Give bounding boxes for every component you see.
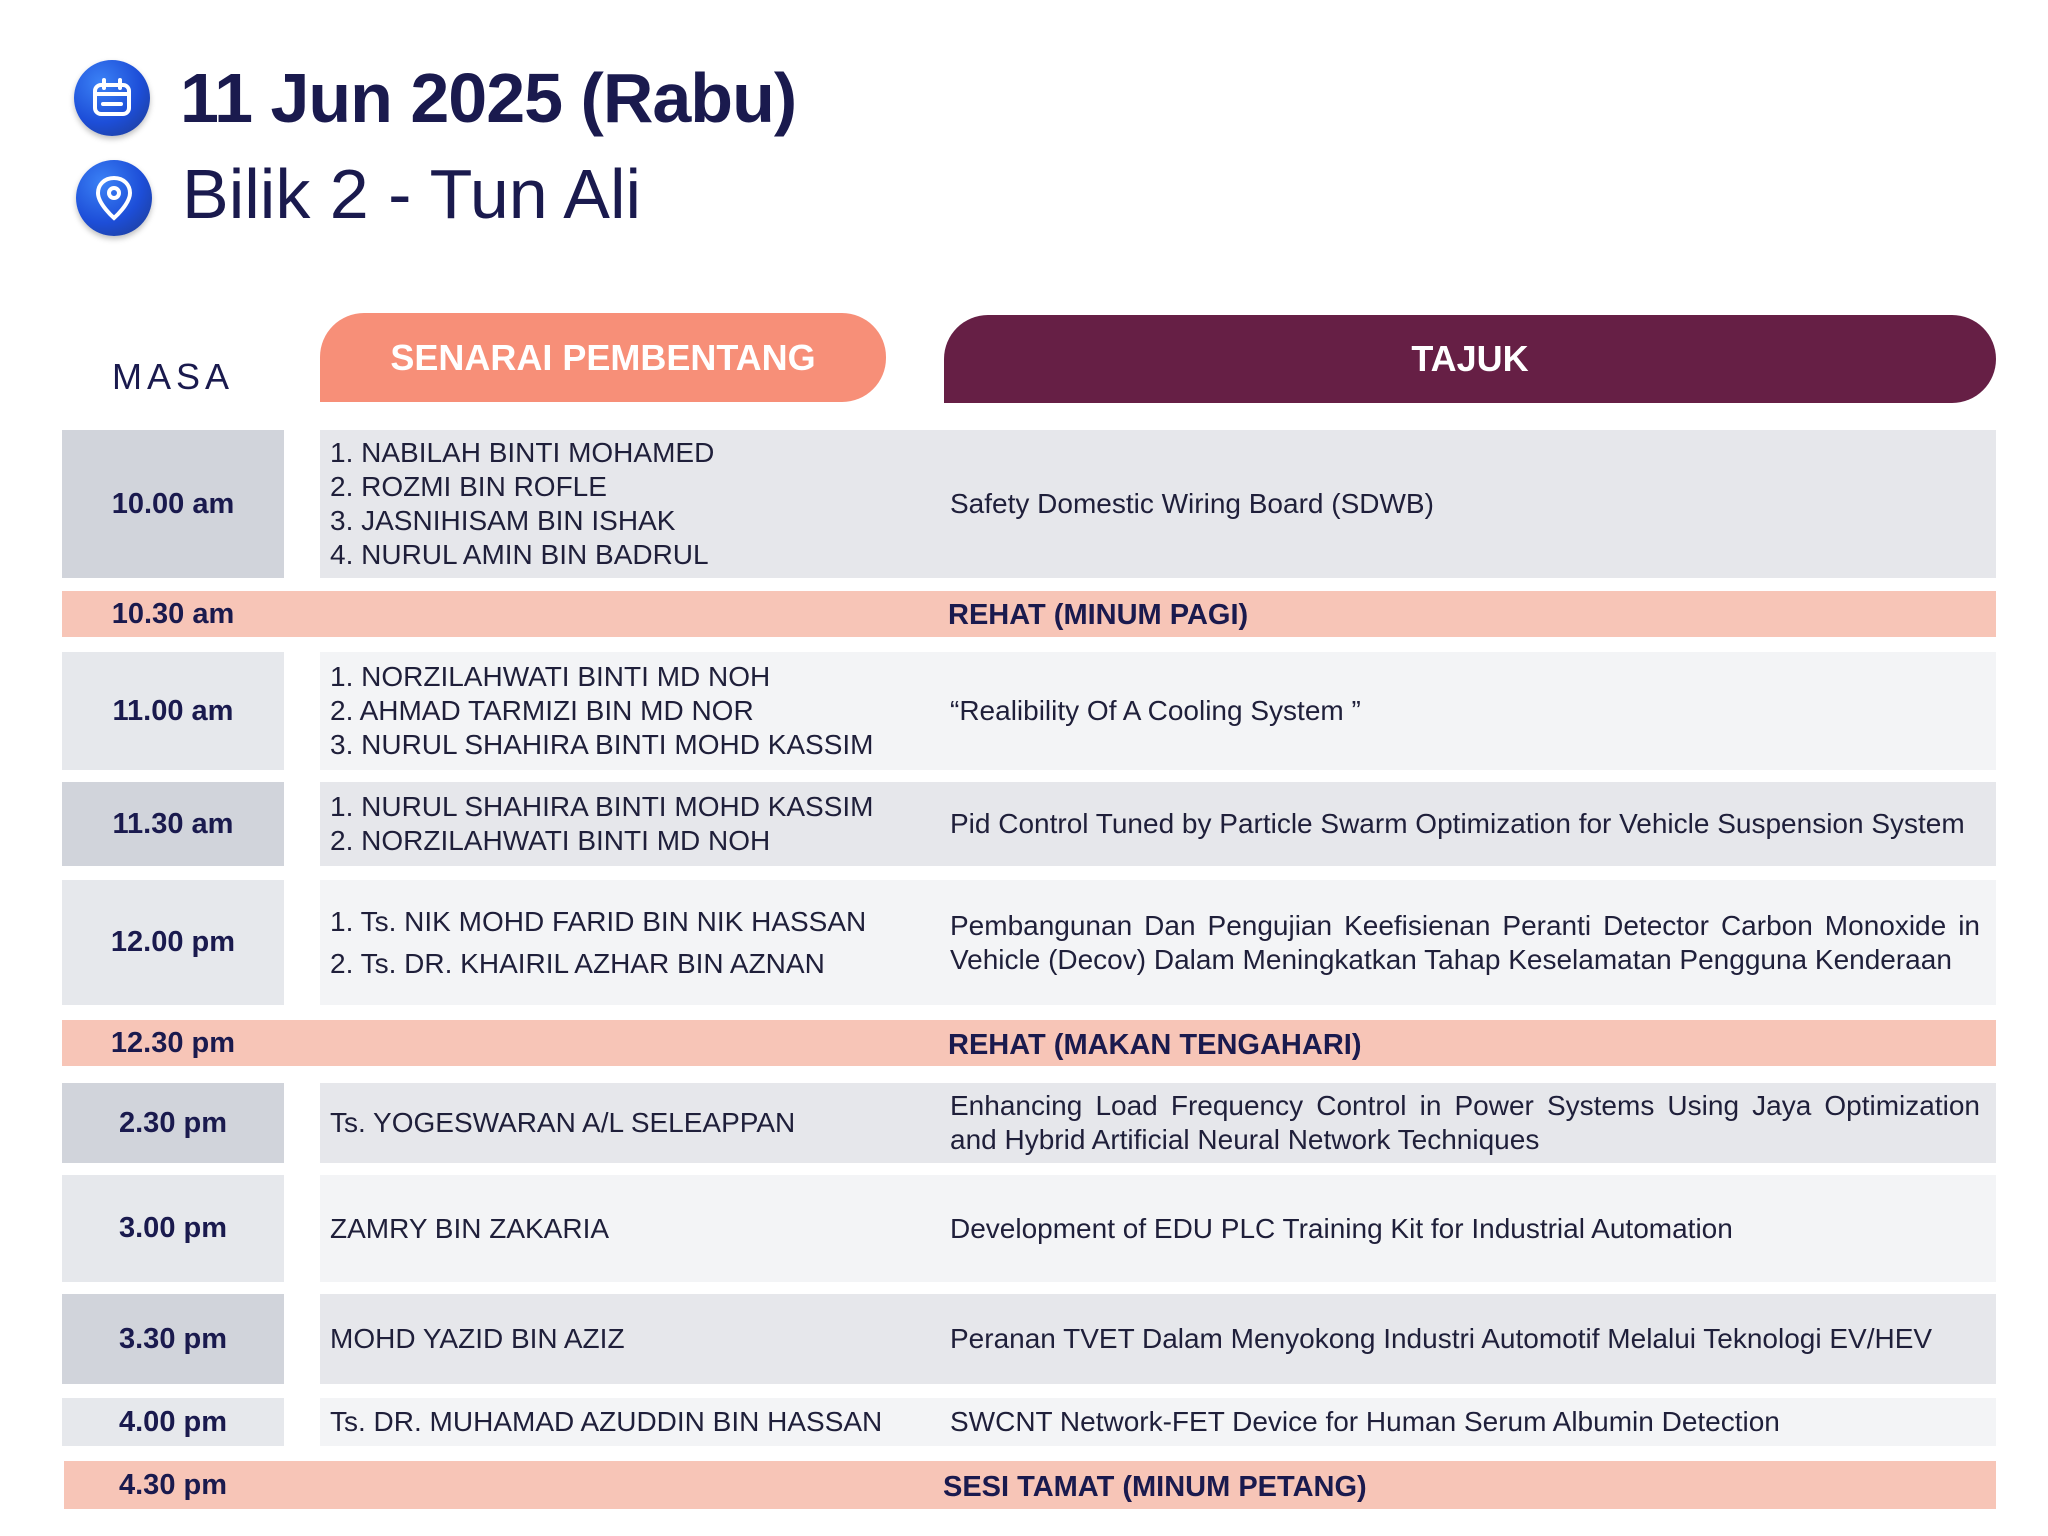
presentation-title: SWCNT Network-FET Device for Human Serum Albumin Detection [940, 1398, 1996, 1446]
speaker-list [320, 782, 940, 866]
page-title: 11 Jun 2025 (Rabu) [180, 59, 797, 137]
presentation-title: Pembangunan Dan Pengujian Keefisienan Peranti Detector Carbon Monoxide in Vehicle (Decov) Dalam Meningkatkan Tahap Keselamatan Pengguna Kenderaan [940, 880, 1996, 1005]
time-cell: 12.30 pm [110, 1026, 236, 1059]
speaker-name: Ts. YOGESWARAN A/L SELEAPPAN [330, 1107, 796, 1138]
presentation-title: Development of EDU PLC Training Kit for Industrial Automation [940, 1175, 1996, 1282]
speaker-list [320, 1083, 940, 1163]
speaker-list [320, 1398, 940, 1446]
speaker-name: 2. Ts. DR. KHAIRIL AZHAR BIN AZNAN [330, 947, 825, 979]
speaker-list [320, 1175, 940, 1282]
speaker-list [320, 1294, 940, 1384]
presentation-title: Pid Control Tuned by Particle Swarm Optimization for Vehicle Suspension System [940, 782, 1996, 866]
presentation-title: Enhancing Load Frequency Control in Power Systems Using Jaya Optimization and Hybrid Artificial Neural Network Techniques [940, 1083, 1996, 1163]
break-label: REHAT (MAKAN TENGAHARI) [948, 1028, 1362, 1061]
title-column-label: TAJUK [1411, 338, 1529, 379]
speaker-name: 3. NURUL SHAHIRA BINTI MOHD KASSIM [330, 729, 874, 760]
speaker-name: 2. NORZILAHWATI BINTI MD NOH [330, 825, 771, 856]
title-column-header [944, 315, 1996, 403]
speaker-name: 1. NABILAH BINTI MOHAMED [330, 437, 715, 468]
time-cell: 4.00 pm [62, 1398, 284, 1446]
speaker-name: 3. JASNIHISAM BIN ISHAK [330, 505, 676, 536]
speaker-name: 4. NURUL AMIN BIN BADRUL [330, 539, 709, 570]
speaker-name: Ts. DR. MUHAMAD AZUDDIN BIN HASSAN [330, 1406, 883, 1437]
time-cell: 3.00 pm [62, 1175, 284, 1282]
time-cell: 10.00 am [62, 430, 284, 578]
calendar-icon [74, 60, 150, 136]
time-cell: 11.30 am [62, 782, 284, 866]
speaker-name: 2. AHMAD TARMIZI BIN MD NOR [330, 695, 754, 726]
speaker-list [320, 880, 940, 1005]
time-cell: 3.30 pm [62, 1294, 284, 1384]
speaker-name: 1. Ts. NIK MOHD FARID BIN NIK HASSAN [330, 905, 867, 937]
location-pin-icon [76, 160, 152, 236]
speaker-list [320, 430, 940, 578]
presentation-title: “Realibility Of A Cooling System ” [940, 652, 1996, 770]
break-label: REHAT (MINUM PAGI) [948, 598, 1249, 631]
time-cell: 10.30 am [111, 597, 235, 630]
speaker-name: 1. NORZILAHWATI BINTI MD NOH [330, 661, 771, 692]
time-cell: 2.30 pm [62, 1083, 284, 1163]
time-cell: 12.00 pm [62, 880, 284, 1005]
presentation-title: Peranan TVET Dalam Menyokong Industri Automotif Melalui Teknologi EV/HEV [940, 1294, 1996, 1384]
speakers-column-header [320, 313, 886, 402]
speaker-list [320, 652, 940, 770]
speaker-name: 2. ROZMI BIN ROFLE [330, 471, 607, 502]
presentation-title: Safety Domestic Wiring Board (SDWB) [940, 430, 1996, 578]
venue-title: Bilik 2 - Tun Ali [182, 155, 642, 233]
speaker-name: ZAMRY BIN ZAKARIA [330, 1212, 610, 1244]
time-column-header: MASA [111, 356, 235, 397]
time-cell: 4.30 pm [119, 1468, 227, 1501]
speaker-name: MOHD YAZID BIN AZIZ [330, 1323, 625, 1354]
speakers-column-label: SENARAI PEMBENTANG [390, 336, 816, 378]
speaker-name: 1. NURUL SHAHIRA BINTI MOHD KASSIM [330, 791, 874, 822]
time-cell: 11.00 am [62, 652, 284, 770]
break-label: SESI TAMAT (MINUM PETANG) [943, 1470, 1367, 1503]
